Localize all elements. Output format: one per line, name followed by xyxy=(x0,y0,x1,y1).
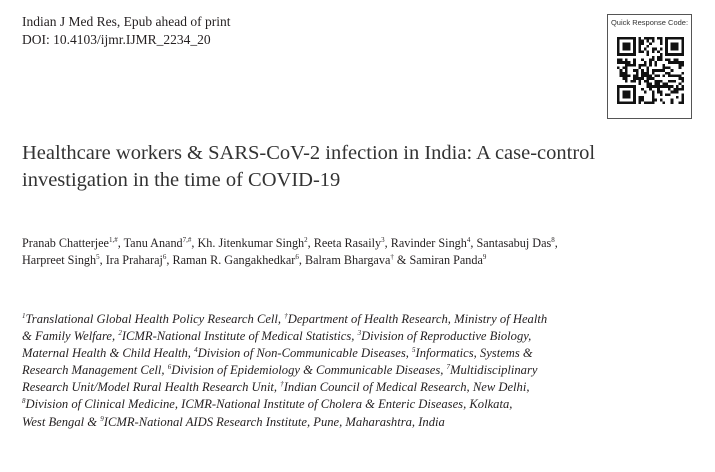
author: Balram Bhargava† xyxy=(304,252,394,267)
author: Harpreet Singh$^5$ xyxy=(22,252,100,267)
author-list xyxy=(22,235,712,269)
title-line-2: investigation in the time of COVID-19 xyxy=(22,169,341,191)
author: Raman R. Gangakhedkar$^6$ xyxy=(172,252,299,267)
author: Pranab Chatterjee$^{1,\#}$ xyxy=(22,235,118,250)
affiliation-line: $^8$Division of Clinical Medicine, ICMR-National Institute of Cholera & Enteric Diseases, Kolkata, xyxy=(22,397,513,412)
author-line-1: Pranab Chatterjee$^{1,\#}$, Tanu Anand$^{7,\#}$, Kh. Jitenkumar Singh$^2$, Reeta Rasaily$^3$, Ravinder Singh$^4$, Santasabuj Das$^8$, xyxy=(22,235,558,250)
author: Samiran Panda$^9$ xyxy=(409,252,487,267)
affiliation-line: Research Unit/Model Rural Health Research Unit, †Indian Council of Medical Research, New Delhi, xyxy=(22,380,530,395)
author: Ira Praharaj$^6$ xyxy=(105,252,167,267)
author: Reeta Rasaily$^3$ xyxy=(313,235,385,250)
qr-code-box xyxy=(607,14,692,119)
affiliation-line: & Family Welfare, $^2$ICMR-National Institute of Medical Statistics, $^3$Division of Reproductive Biology, xyxy=(22,328,532,344)
article-title xyxy=(22,140,712,194)
qr-label: Quick Response Code: xyxy=(610,18,689,27)
author: Kh. Jitenkumar Singh$^2$ xyxy=(197,235,308,250)
qr-code-image xyxy=(617,37,684,104)
title-line-1: Healthcare workers & SARS-CoV-2 infection in India: A case-control xyxy=(22,142,596,164)
journal-citation xyxy=(22,13,230,49)
journal-name: Indian J Med Res, Epub ahead of print xyxy=(22,14,231,29)
author-line-2: Harpreet Singh$^5$, Ira Praharaj$^6$, Raman R. Gangakhedkar$^6$, Balram Bhargava† & Samiran Panda$^9$ xyxy=(22,252,487,267)
author: Ravinder Singh$^4$ xyxy=(390,235,471,250)
author: Tanu Anand$^{7,\#}$ xyxy=(123,235,192,250)
affiliation-line: Research Management Cell, $^6$Division of Epidemiology & Communicable Diseases, $^7$Multidisciplinary xyxy=(22,363,538,378)
doi: DOI: 10.4103/ijmr.IJMR_2234_20 xyxy=(22,32,211,47)
author: Santasabuj Das$^8$ xyxy=(476,235,555,250)
affiliation-line: Maternal Health & Child Health, $^4$Division of Non-Communicable Diseases, $^5$Informatics, Systems & xyxy=(22,346,533,361)
affiliation-line: West Bengal & $^9$ICMR-National AIDS Research Institute, Pune, Maharashtra, India xyxy=(22,414,445,429)
affiliation-line: $^1$Translational Global Health Policy Research Cell, †Department of Health Research, Ministry of Health xyxy=(22,311,548,326)
affiliations xyxy=(22,311,642,431)
